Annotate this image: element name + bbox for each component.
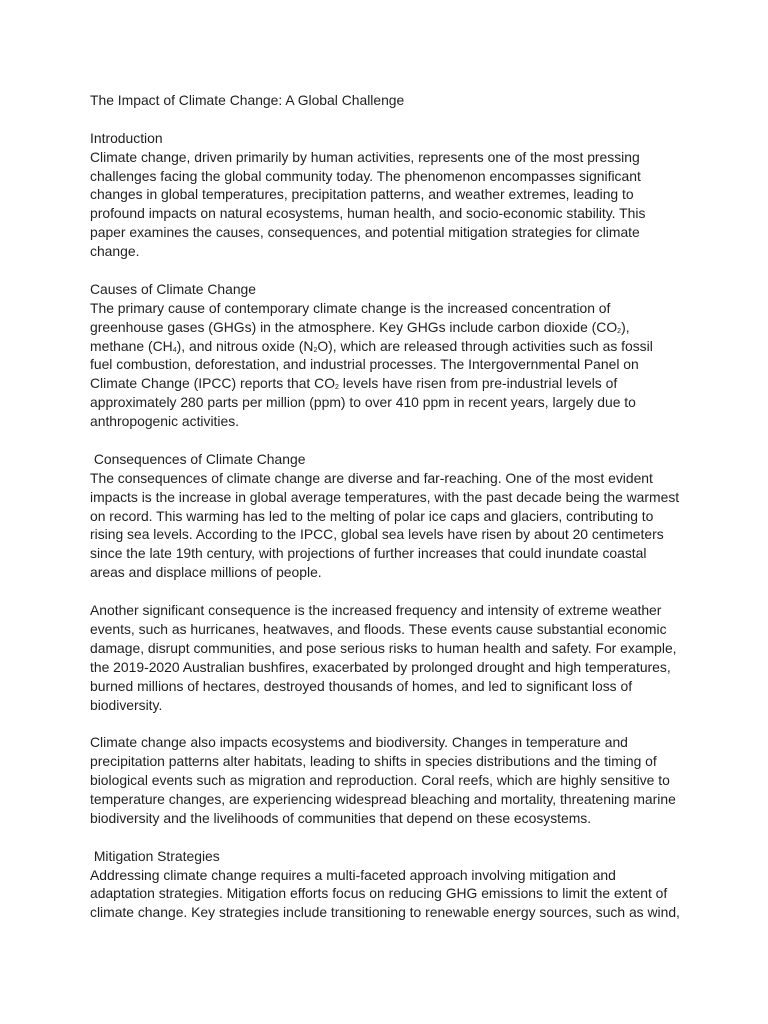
paragraph: [90, 469, 690, 582]
text-line: anthropogenic activities.: [90, 413, 240, 430]
text-line: areas and displace millions of people.: [90, 564, 322, 581]
paragraph: [90, 148, 690, 261]
text-line: damage, disrupt communities, and pose serious risks to human health and safety. For example,: [90, 639, 677, 656]
text-line: challenges facing the global community today. The phenomenon encompasses significant: [90, 167, 641, 184]
blank-line: [90, 714, 690, 733]
text-line: Addressing climate change requires a multi-faceted approach involving mitigation and: [90, 866, 616, 883]
text-line: fuel combustion, deforestation, and industrial processes. The Intergovernmental Panel on: [90, 356, 639, 373]
subscript-digit: 4: [172, 346, 177, 354]
text-line: biodiversity.: [90, 696, 163, 713]
text-line: since the late 19th century, with projections of further increases that could inundate coastal: [90, 545, 647, 562]
text-line: biological events such as migration and reproduction. Coral reefs, which are highly sensitive to: [90, 772, 670, 789]
paragraph: [90, 733, 690, 827]
text-line: The consequences of climate change are diverse and far-reaching. One of the most evident: [90, 469, 653, 486]
text-line: on record. This warming has led to the melting of polar ice caps and glaciers, contributing to: [90, 507, 654, 524]
blank-line: [90, 582, 690, 601]
blank-line: [90, 261, 690, 280]
blank-line: [90, 431, 690, 450]
text-line: adaptation strategies. Mitigation efforts focus on reducing GHG emissions to limit the extent of: [90, 885, 668, 902]
text-line: change.: [90, 243, 140, 260]
text-line: burned millions of hectares, destroyed thousands of homes, and led to significant loss of: [90, 677, 633, 694]
text-line: Another significant consequence is the increased frequency and intensity of extreme weather: [90, 602, 662, 619]
text-line: climate change. Key strategies include transitioning to renewable energy sources, such as wind,: [90, 904, 680, 921]
text-line: paper examines the causes, consequences, and potential mitigation strategies for climate: [90, 224, 640, 241]
section-heading: Causes of Climate Change: [90, 280, 257, 297]
document-title: The Impact of Climate Change: A Global Challenge: [90, 92, 405, 108]
text-line: approximately 280 parts per million (ppm) to over 410 ppm in recent years, largely due to: [90, 394, 636, 411]
text-line: greenhouse gases (GHGs) in the atmosphere. Key GHGs include carbon dioxide (CO2),: [90, 318, 630, 335]
paragraph: [90, 299, 690, 431]
text-line: biodiversity and the livelihoods of communities that depend on these ecosystems.: [90, 809, 592, 826]
text-line: methane (CH4), and nitrous oxide (N2O), which are released through activities such as fossil: [90, 337, 653, 354]
blank-line: [90, 110, 690, 129]
text-line: events, such as hurricanes, heatwaves, and floods. These events cause substantial economic: [90, 620, 667, 637]
text-line: temperature changes, are experiencing widespread bleaching and mortality, threatening marine: [90, 790, 676, 807]
text-line: profound impacts on natural ecosystems, human health, and socio-economic stability. This: [90, 205, 646, 222]
subscript-digit: 2: [335, 384, 339, 392]
blank-line: [90, 828, 690, 847]
text-line: rising sea levels. According to the IPCC, global sea levels have risen by about 20 centimeters: [90, 526, 664, 543]
text-line: precipitation patterns alter habitats, leading to shifts in species distributions and the timing of: [90, 753, 657, 770]
document-body: [90, 91, 690, 922]
text-line: the 2019-2020 Australian bushfires, exacerbated by prolonged drought and high temperatures,: [90, 658, 671, 675]
paragraph: [90, 866, 690, 923]
text-line: Climate change, driven primarily by human activities, represents one of the most pressing: [90, 148, 640, 165]
section-consequences: [90, 450, 690, 828]
section-mitigation: [90, 847, 690, 923]
section-heading: Mitigation Strategies: [90, 847, 220, 864]
section-causes: [90, 280, 690, 431]
text-line: impacts is the increase in global average temperatures, with the past decade being the warmest: [90, 488, 680, 505]
text-line: Climate change also impacts ecosystems and biodiversity. Changes in temperature and: [90, 734, 628, 751]
text-line: Climate Change (IPCC) reports that CO2 levels have risen from pre-industrial levels of: [90, 375, 618, 392]
text-line: The primary cause of contemporary climate change is the increased concentration of: [90, 299, 611, 316]
section-heading: Introduction: [90, 129, 163, 146]
section-heading: Consequences of Climate Change: [90, 450, 306, 467]
paragraph: [90, 601, 690, 714]
text-line: changes in global temperatures, precipitation patterns, and weather extremes, leading to: [90, 186, 634, 203]
subscript-digit: 2: [313, 346, 318, 354]
section-introduction: [90, 129, 690, 261]
subscript-digit: 2: [617, 327, 622, 335]
